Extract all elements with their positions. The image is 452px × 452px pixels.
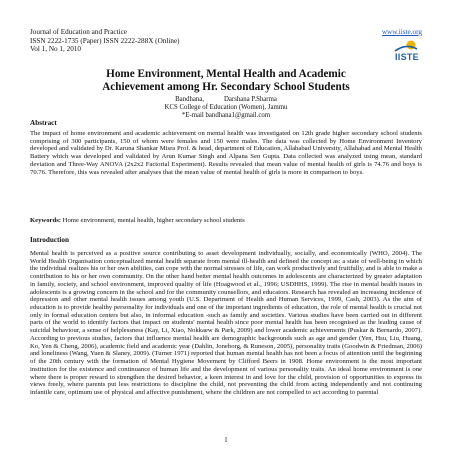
journal-volume: Vol 1, No 1, 2010 <box>30 45 81 54</box>
keywords-line <box>30 217 245 224</box>
introduction-text: Mental health is perceived as a positive source contributing to asset development individually, socially, and economically (WHO, 2004). The World Health Organisation conceptualized mental health separate from mental ill-health and defined the concept as: a state of well-being in which the individual realizes his or her own abilities, can cope with the normal stresses of life, can work productively and fruitfully, and is able to make a contribution to his or her own community. On the other hand better mental health outcomes in adolescents are characterized by greater adaptation in family, society, and school environment, improved quality of life (Hoagwood et al., 1996; USDHHS, 1999). The rise in mental health issues in adolescents is a growing concern in the school and for the community counsellors, and educators. Research has revealed an increasing incidence of depression and other mental health issues among youth (U.S. Department of Health and Human Services, 1999, Cash, 2003). As the aim of education is to provide healthy personality for individuals and one of the important ingredients of education, the role of mental health is crucial not only in formal education centers but also, in informal education -such as family and societies. Various studies have been carried out in different parts of the world to identify factors that impact on students' mental health since poor mental health has been recognised as the leading cause of suicidal behaviour, a sense of helplessness (Kay, Li, Xiao, Nokkaew & Park, 2009) and lower academic achievements (Puskar & Bernardo, 2007). According to previous studies, factors that influence mental health are demographic backgrounds such as age and gender (Yen, Hsu, Liu, Huang, Ko, Yen & Cheng, 2006), academic field and academic year (Dahlin, Joneborg, & Runeson, 2005), personality traits (Goodwin & Friedman, 2006) and loneliness (Wang, Yuen & Slaney, 2009). (Turner 1971) reported that human mental health has not been a focus of attention until the beginning of the 20th century with the formation of Mental Hygiene Movement by Clifford Beers in 1908. Home environment is the most important institution for the existence and continuance of human life and the development of various personality traits. An ideal home environment is one where there is proper reward to strengthen the desired behavior, a keen interest in and love for the child, provision of opportunities to express its views freely, where parents put less restrictions to discipline the child, not preventing the child from acting independently and not continuing infantile care, optimum use of physical and affective punishment, where the children are not compelled to act according to parental <box>30 250 422 396</box>
journal-info <box>30 28 180 54</box>
author-names <box>40 96 412 104</box>
abstract-heading: Abstract <box>30 119 57 127</box>
journal-issn: ISSN 2222-1735 (Paper) ISSN 2222-288X (Online) <box>30 36 180 45</box>
abstract-body <box>30 130 422 176</box>
introduction-body <box>30 250 422 397</box>
website-link[interactable]: www.iiste.org <box>381 28 422 36</box>
author-block <box>40 96 412 119</box>
page-number: 1 <box>224 437 228 444</box>
abstract-text: The impact of home environment and academic achievement on mental health was investigated on 12th grade higher secondary school students comprising of 300 participants, 150 of whom were females and 150 were males. The data was collected by Home Environment Inventory developed and validated by Dr. Karuna Shankar Misra Prof. & head, department of Education, Allahabad University, Allahabad and Mental Health Battery which was developed and validated by Arun Kumar Singh and Alpana Sen Gupta. Data collected was analyzed using mean, standard deviation and Three-Way ANOVA (2x2x2 Factorial Experiment). Results revealed that mean value of mental health of girls is 74.76 and boys is 70.76. Therefore, this was revealed after analyses that the mean value of mental health of girls is more in comparison to boys. <box>30 130 422 176</box>
title-line: Achievement among Hr. Secondary School Students <box>102 80 350 93</box>
author-name: Darshana P.Sharma <box>224 96 277 103</box>
introduction-heading: Introduction <box>30 236 70 244</box>
author-name: Bandhana, <box>175 96 205 103</box>
paper-title <box>40 68 412 94</box>
journal-name: Journal of Education and Practice <box>30 28 127 36</box>
author-email: *E-mail bandhana1@gmail.com <box>181 111 271 119</box>
keywords-label: Keywords: <box>30 217 61 224</box>
title-line: Home Environment, Mental Health and Academic <box>106 68 346 80</box>
logo-text: IISTE <box>394 52 419 62</box>
keywords-text: Home environment, mental health, higher secondary school students <box>62 217 245 224</box>
author-affiliation: KCS College of Education (Women), Jammu <box>164 103 288 111</box>
